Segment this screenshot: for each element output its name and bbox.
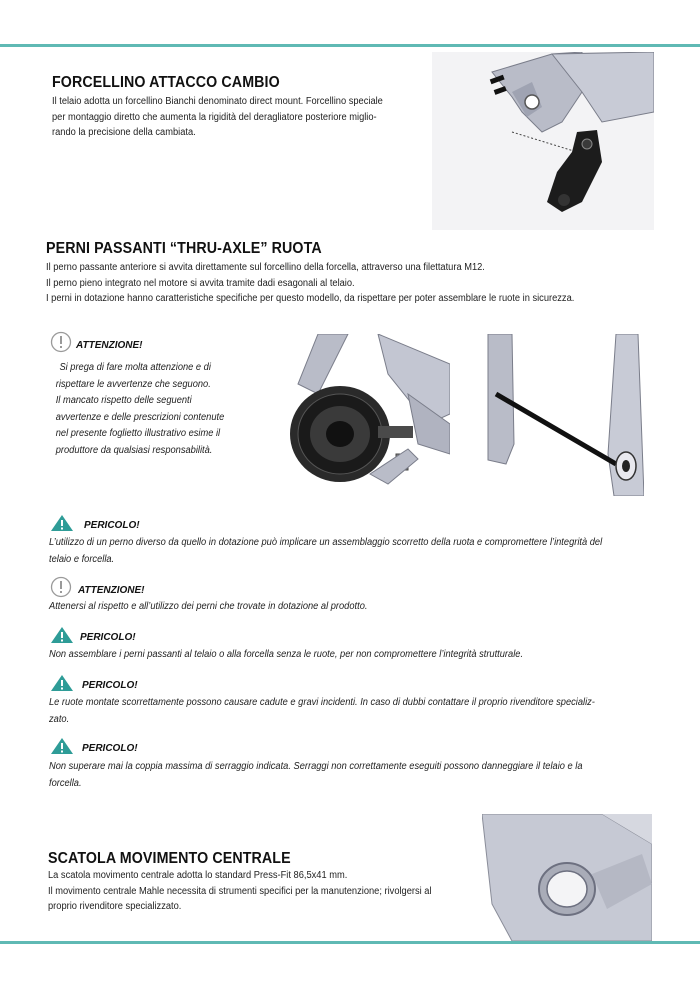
text-line: telaio e forcella. <box>49 553 115 565</box>
bottom-bracket-description <box>48 868 432 915</box>
derailleur-hanger-illustration <box>432 52 654 230</box>
warning-2-text <box>49 599 367 616</box>
text-line: produttore da qualsiasi responsabilità. <box>55 444 213 456</box>
text-line: proprio rivenditore specializzato. <box>48 901 182 912</box>
text-line: avvertenze e delle prescrizioni contenute <box>55 411 225 423</box>
text-line: Il perno passante anteriore si avvita direttamente sul forcellino della forcella, attraverso una filettatura M12. <box>46 262 485 273</box>
warning-5-label: PERICOLO! <box>82 743 138 754</box>
attention-circle-icon <box>50 576 72 598</box>
text-line: Il telaio adotta un forcellino Bianchi denominato direct mount. Forcellino speciale <box>52 96 383 107</box>
warning-5-text <box>49 759 583 792</box>
text-line: L’utilizzo di un perno diverso da quello in dotazione può implicare un assemblaggio scorretto della ruota e compromettere l’integrità del <box>49 537 603 548</box>
section-title-bottom-bracket: SCATOLA MOVIMENTO CENTRALE <box>48 850 291 867</box>
danger-triangle-icon <box>50 737 74 755</box>
warning-1-text <box>49 535 602 568</box>
warning-3-text <box>49 647 523 664</box>
warning-4-text <box>49 695 595 728</box>
text-line: Non assemblare i perni passanti al telaio o alla forcella senza le ruote, per non compromettere l’integrità strutturale. <box>49 649 524 660</box>
section-title-thru-axle: PERNI PASSANTI “THRU-AXLE” RUOTA <box>46 240 322 257</box>
text-line: Attenersi al rispetto e all’utilizzo dei perni che trovate in dotazione al prodotto. <box>49 601 368 612</box>
attention-box-text <box>52 360 224 459</box>
bottom-bracket-illustration <box>482 814 652 941</box>
text-line: I perni in dotazione hanno caratteristiche specifiche per questo modello, da rispettare per poter assemblare le ruote in sicurezza. <box>46 293 575 304</box>
text-line: La scatola movimento centrale adotta lo standard Press-Fit 86,5x41 mm. <box>48 870 348 881</box>
attention-box-label: ATTENZIONE! <box>76 340 143 351</box>
danger-triangle-icon <box>50 514 74 532</box>
thru-axle-description <box>46 260 574 307</box>
text-line: Le ruote montate scorrettamente possono causare cadute e gravi incidenti. In caso di dubbi contattare il proprio rivenditore specializ- <box>49 697 595 708</box>
text-line: Il movimento centrale Mahle necessita di strumenti specifici per la manutenzione; rivolgersi al <box>48 885 432 897</box>
text-line: forcella. <box>49 777 82 789</box>
text-line: Il mancato rispetto delle seguenti <box>55 395 192 406</box>
text-line: nel presente foglietto illustrativo esime il <box>55 428 221 439</box>
derailleur-hanger-description <box>52 94 383 141</box>
text-line: rando la precisione della cambiata. <box>52 127 196 138</box>
text-line: per montaggio diretto che aumenta la rigidità del deragliatore posteriore miglio- <box>52 111 377 123</box>
attention-circle-icon <box>50 331 72 353</box>
text-line: Non superare mai la coppia massima di serraggio indicata. Serraggi non correttamente eseguiti possono danneggiare il telaio e la <box>49 761 583 772</box>
warning-4-label: PERICOLO! <box>82 680 138 691</box>
text-line: zato. <box>49 713 70 725</box>
text-line: Si prega di fare molta attenzione e di <box>59 362 211 373</box>
front-thru-axle-illustration <box>466 334 644 496</box>
danger-triangle-icon <box>50 626 74 644</box>
text-line: Il perno pieno integrato nel motore si avvita tramite dadi esagonali al telaio. <box>46 277 355 289</box>
rear-hub-motor-illustration <box>278 334 450 496</box>
warning-2-label: ATTENZIONE! <box>78 585 145 596</box>
danger-triangle-icon <box>50 674 74 692</box>
warning-3-label: PERICOLO! <box>80 632 136 643</box>
top-divider <box>0 44 700 47</box>
text-line: rispettare le avvertenze che seguono. <box>55 378 211 390</box>
warning-1-label: PERICOLO! <box>84 520 140 531</box>
section-title-derailleur-hanger: FORCELLINO ATTACCO CAMBIO <box>52 74 280 91</box>
bottom-divider <box>0 941 700 944</box>
